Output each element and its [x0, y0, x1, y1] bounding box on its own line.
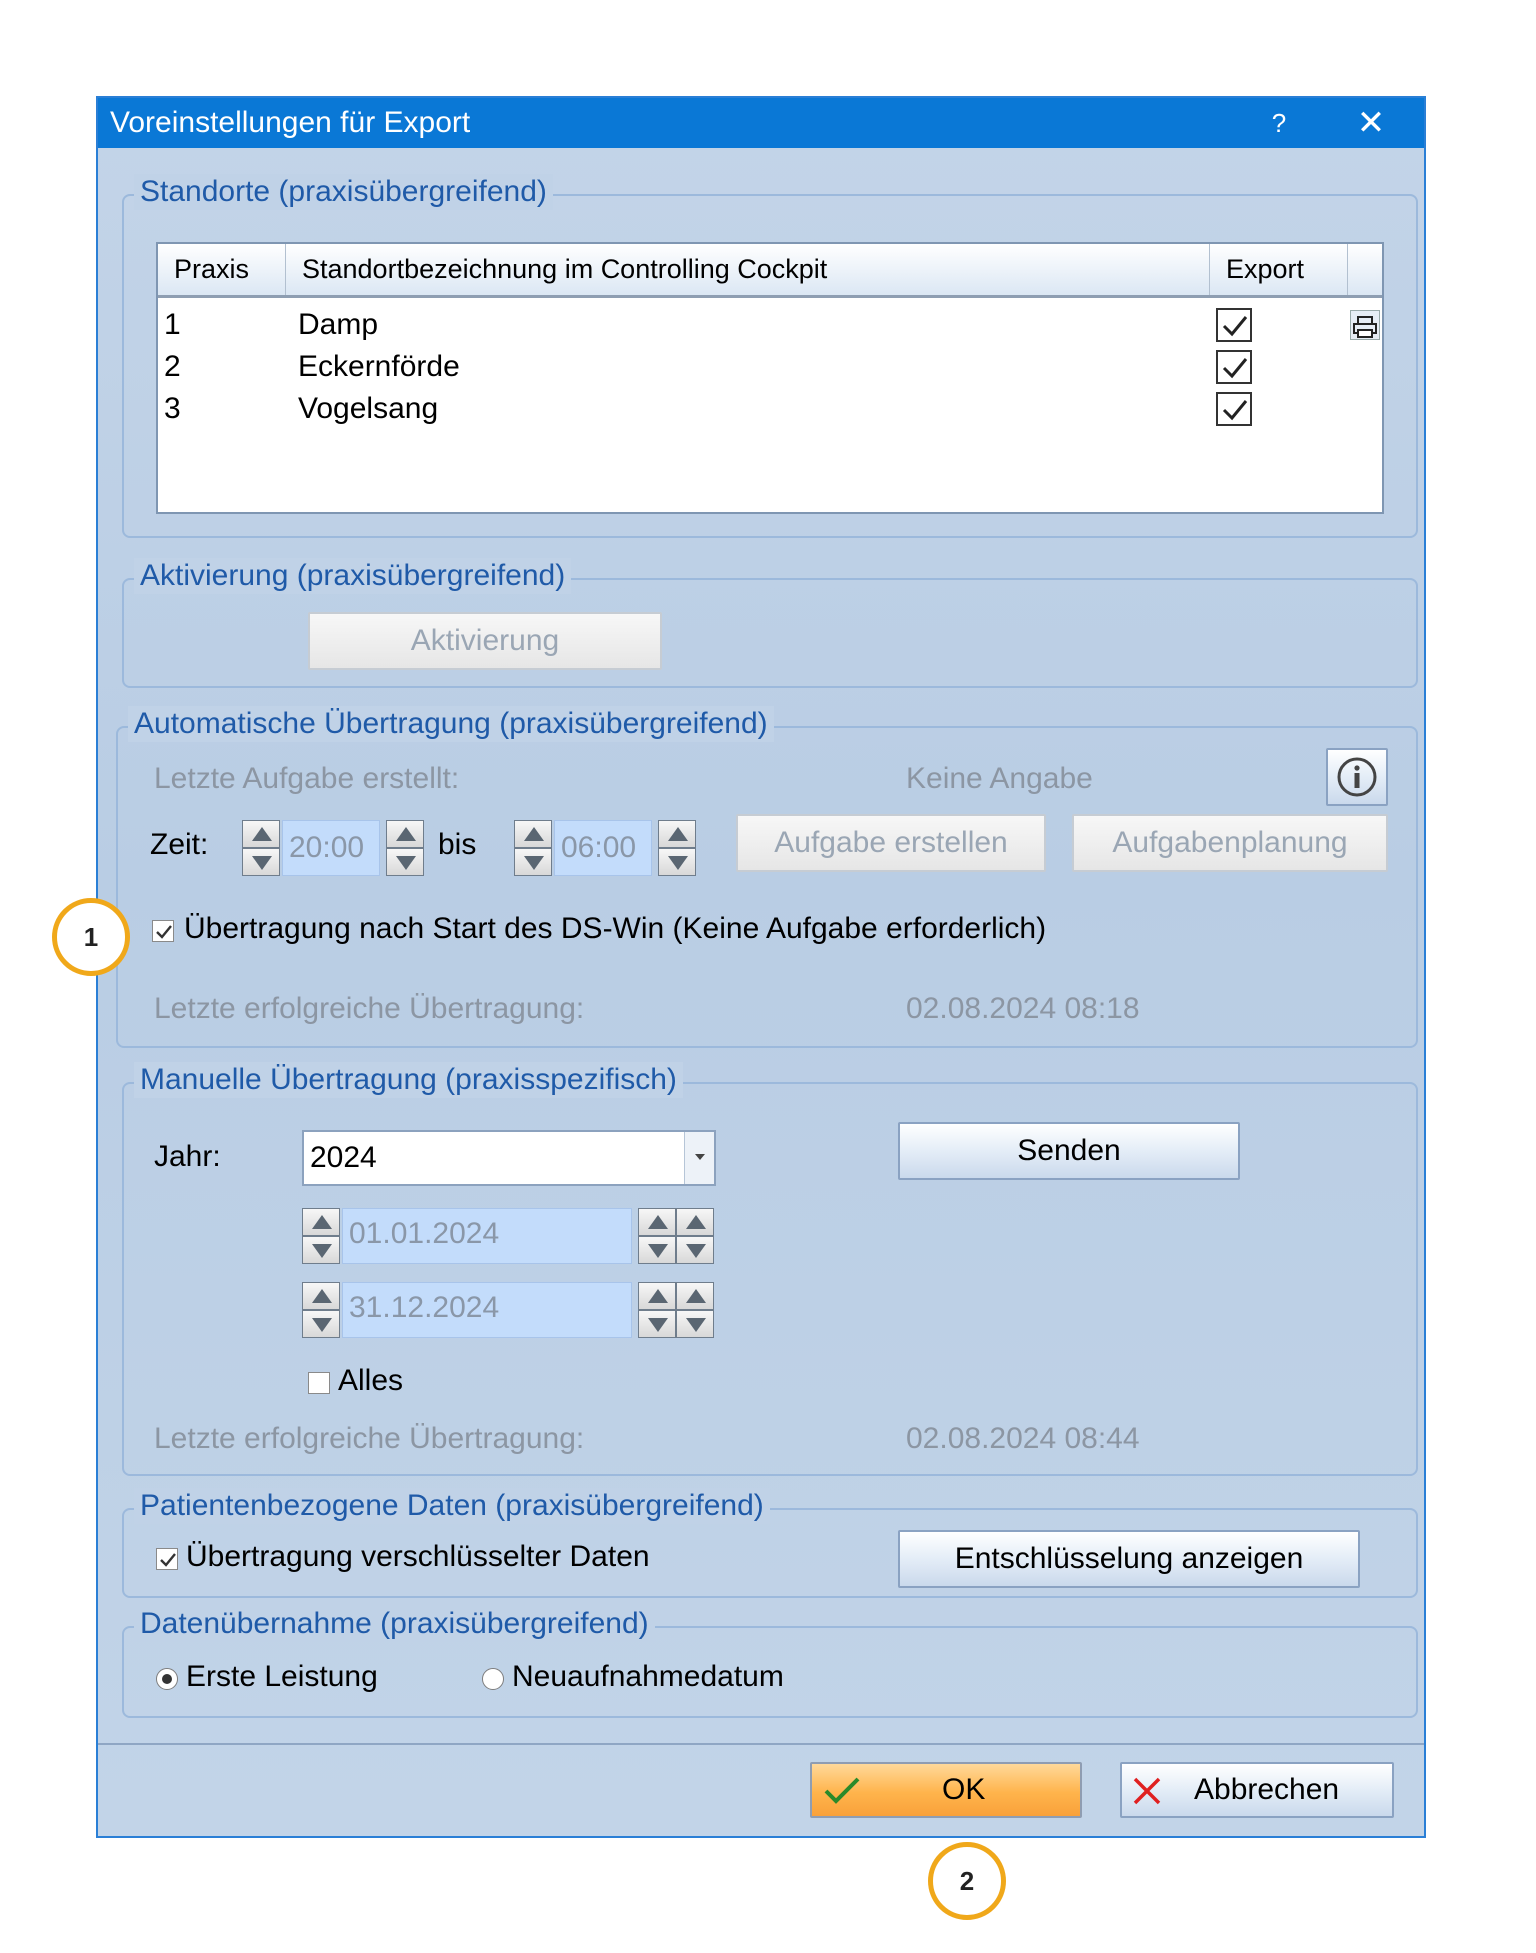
auto-last-success-label: Letzte erfolgreiche Übertragung:	[154, 992, 585, 1025]
time-label: Zeit:	[150, 828, 209, 861]
send-button[interactable]: Senden	[898, 1122, 1240, 1180]
callout-2: 2	[928, 1842, 1006, 1920]
table-row[interactable]	[158, 304, 1382, 346]
arrow-down-icon	[312, 1244, 332, 1258]
export-checkbox[interactable]	[1216, 350, 1252, 384]
info-button[interactable]	[1326, 748, 1388, 806]
cancel-x-icon	[1132, 1776, 1162, 1806]
manual-last-success-label: Letzte erfolgreiche Übertragung:	[154, 1422, 585, 1455]
arrow-up-icon	[312, 1289, 332, 1303]
arrow-down-icon	[648, 1318, 668, 1332]
close-button[interactable]: ✕	[1356, 104, 1386, 142]
standort-name: Damp	[298, 308, 379, 341]
footer-divider	[98, 1743, 1424, 1745]
group-standorte-legend: Standorte (praxisübergreifend)	[134, 174, 553, 210]
column-header-export[interactable]: Export	[1210, 244, 1348, 295]
year-select[interactable]	[302, 1130, 716, 1186]
new-admission-radio[interactable]	[482, 1668, 504, 1690]
arrow-down-icon	[524, 856, 544, 870]
time-from-down-button-right[interactable]	[386, 848, 424, 876]
table-row[interactable]	[158, 346, 1382, 388]
time-from-input[interactable]: 20:00	[282, 820, 380, 876]
create-task-button[interactable]: Aufgabe erstellen	[736, 814, 1046, 872]
group-manuell-legend: Manuelle Übertragung (praxisspezifisch)	[134, 1062, 683, 1098]
arrow-down-icon	[396, 856, 416, 870]
date-to-up-button-3[interactable]	[676, 1282, 714, 1310]
date-to-down-button[interactable]	[302, 1310, 340, 1338]
arrow-down-icon	[252, 856, 272, 870]
table-row[interactable]	[158, 388, 1382, 430]
arrow-down-icon	[312, 1318, 332, 1332]
time-from-up-button[interactable]	[242, 820, 280, 848]
chevron-down-icon[interactable]	[684, 1132, 714, 1184]
arrow-down-icon	[668, 856, 688, 870]
group-datenuebernahme	[122, 1607, 1418, 1718]
column-header-praxis[interactable]: Praxis	[158, 244, 286, 295]
checkmark-icon	[822, 1775, 862, 1807]
time-to-up-button-right[interactable]	[658, 820, 696, 848]
arrow-down-icon	[648, 1244, 668, 1258]
arrow-up-icon	[648, 1215, 668, 1229]
date-from-input[interactable]: 01.01.2024	[342, 1208, 632, 1264]
group-manuell	[122, 1063, 1418, 1476]
ok-button[interactable]	[810, 1762, 1082, 1818]
year-label: Jahr:	[154, 1140, 221, 1173]
start-transfer-label[interactable]: Übertragung nach Start des DS-Win (Keine Aufgabe erforderlich)	[184, 912, 1047, 945]
cancel-label: Abbrechen	[1194, 1773, 1340, 1806]
cancel-button[interactable]	[1120, 1762, 1394, 1818]
radio-dot	[162, 1674, 172, 1684]
bis-label: bis	[438, 828, 477, 861]
new-admission-label[interactable]: Neuaufnahmedatum	[512, 1660, 784, 1693]
group-automatisch-legend: Automatische Übertragung (praxisübergreifend)	[128, 706, 774, 742]
first-service-label[interactable]: Erste Leistung	[186, 1660, 378, 1693]
group-patienten	[122, 1489, 1418, 1598]
time-from-down-button[interactable]	[242, 848, 280, 876]
standorte-table	[156, 242, 1384, 514]
auto-last-success-value: 02.08.2024 08:18	[906, 992, 1140, 1025]
all-label[interactable]: Alles	[338, 1364, 404, 1397]
standort-name: Eckernförde	[298, 350, 460, 383]
encrypted-label[interactable]: Übertragung verschlüsselter Daten	[186, 1540, 650, 1573]
date-to-up-button[interactable]	[302, 1282, 340, 1310]
arrow-up-icon	[524, 827, 544, 841]
manual-last-success-value: 02.08.2024 08:44	[906, 1422, 1140, 1455]
date-from-up-button-3[interactable]	[676, 1208, 714, 1236]
encrypted-checkbox[interactable]	[156, 1548, 178, 1570]
column-header-standort[interactable]: Standortbezeichnung im Controlling Cockpit	[286, 244, 1210, 295]
date-from-down-button[interactable]	[302, 1236, 340, 1264]
group-patienten-legend: Patientenbezogene Daten (praxisübergreifend)	[134, 1488, 770, 1524]
last-task-value: Keine Angabe	[906, 762, 1093, 795]
praxis-number: 1	[164, 308, 181, 341]
arrow-up-icon	[252, 827, 272, 841]
start-transfer-checkbox[interactable]	[152, 920, 174, 942]
date-to-down-button-3[interactable]	[676, 1310, 714, 1338]
aktivierung-button[interactable]: Aktivierung	[308, 612, 662, 670]
all-checkbox[interactable]	[308, 1372, 330, 1394]
date-to-down-button-2[interactable]	[638, 1310, 676, 1338]
export-checkbox[interactable]	[1216, 392, 1252, 426]
arrow-up-icon	[668, 827, 688, 841]
date-from-down-button-3[interactable]	[676, 1236, 714, 1264]
time-to-down-button[interactable]	[514, 848, 552, 876]
date-from-up-button-2[interactable]	[638, 1208, 676, 1236]
help-button[interactable]: ?	[1271, 108, 1287, 138]
year-select-value: 2024	[310, 1141, 377, 1174]
info-icon	[1335, 755, 1379, 799]
title-bar	[98, 98, 1424, 148]
arrow-down-icon	[686, 1318, 706, 1332]
arrow-down-icon	[686, 1244, 706, 1258]
date-to-up-button-2[interactable]	[638, 1282, 676, 1310]
praxis-number: 3	[164, 392, 181, 425]
dialog-title: Voreinstellungen für Export	[110, 106, 471, 139]
praxis-number: 2	[164, 350, 181, 383]
print-icon[interactable]	[1350, 310, 1380, 340]
arrow-up-icon	[686, 1289, 706, 1303]
time-from-up-button-right[interactable]	[386, 820, 424, 848]
ok-label: OK	[942, 1773, 986, 1806]
time-to-up-button[interactable]	[514, 820, 552, 848]
export-settings-dialog	[96, 96, 1426, 1838]
group-datenuebernahme-legend: Datenübernahme (praxisübergreifend)	[134, 1606, 655, 1642]
group-automatisch	[116, 707, 1418, 1048]
table-header	[158, 244, 1382, 298]
callout-1: 1	[52, 898, 130, 976]
date-from-up-button[interactable]	[302, 1208, 340, 1236]
arrow-up-icon	[396, 827, 416, 841]
group-aktivierung	[122, 559, 1418, 688]
group-aktivierung-legend: Aktivierung (praxisübergreifend)	[134, 558, 571, 594]
time-to-input[interactable]: 06:00	[554, 820, 652, 876]
last-task-label: Letzte Aufgabe erstellt:	[154, 762, 460, 795]
standort-name: Vogelsang	[298, 392, 439, 425]
export-checkbox[interactable]	[1216, 308, 1252, 342]
time-to-down-button-right[interactable]	[658, 848, 696, 876]
task-planning-button[interactable]: Aufgabenplanung	[1072, 814, 1388, 872]
arrow-up-icon	[648, 1289, 668, 1303]
date-from-down-button-2[interactable]	[638, 1236, 676, 1264]
first-service-radio[interactable]	[156, 1668, 178, 1690]
group-standorte	[122, 175, 1418, 538]
date-to-input[interactable]: 31.12.2024	[342, 1282, 632, 1338]
arrow-up-icon	[686, 1215, 706, 1229]
decrypt-button[interactable]: Entschlüsselung anzeigen	[898, 1530, 1360, 1588]
arrow-up-icon	[312, 1215, 332, 1229]
